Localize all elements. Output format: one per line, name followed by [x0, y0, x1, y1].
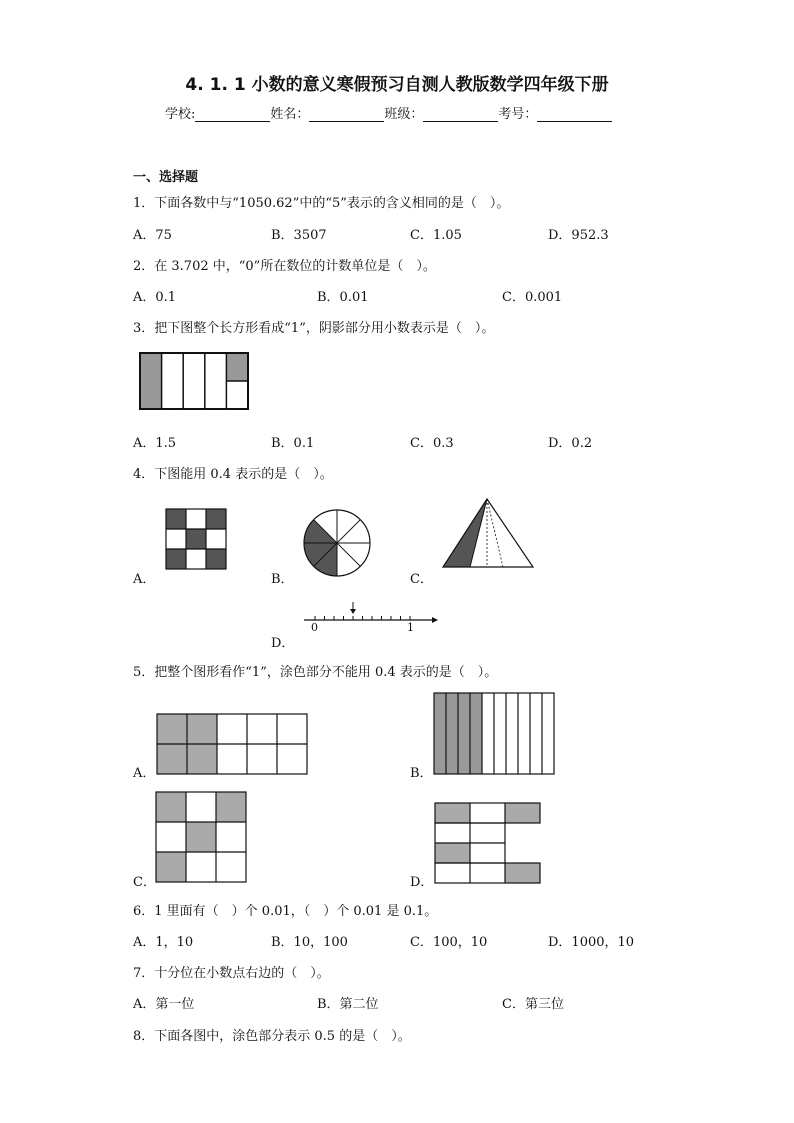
school-blank[interactable]	[195, 109, 270, 122]
q4-option-a[interactable]: A．	[133, 572, 156, 587]
exam-no-blank[interactable]	[537, 109, 612, 122]
q4-option-b[interactable]: B．	[271, 572, 294, 587]
q4-c-triangle-figure	[441, 497, 537, 571]
q4-a-grid-figure	[165, 508, 229, 570]
q6-option-c[interactable]: C．100，10	[410, 935, 488, 950]
question-3-text: 3．把下图整个长方形看成“1”，阴影部分用小数表示是（ ）。	[133, 321, 495, 336]
q2-option-a[interactable]: A．0.1	[133, 290, 177, 305]
name-label: 姓名：	[270, 107, 310, 122]
q3-option-b[interactable]: B．0.1	[271, 436, 315, 451]
class-label: 班级：	[384, 107, 424, 122]
number-line-one: 1	[407, 621, 414, 634]
q7-option-b[interactable]: B．第二位	[317, 997, 379, 1012]
student-info-line	[165, 103, 612, 122]
page-title: 4. 1. 1 小数的意义寒假预习自测人教版数学四年级下册	[185, 75, 609, 95]
q1-option-d[interactable]: D．952.3	[548, 228, 609, 243]
question-1-text: 1．下面各数中与“1050.62”中的“5”表示的含义相同的是（ ）。	[133, 196, 510, 211]
q1-option-a[interactable]: A．75	[133, 228, 172, 243]
q3-option-c[interactable]: C．0.3	[410, 436, 454, 451]
q4-b-circle-figure	[302, 510, 374, 578]
q5-option-b[interactable]: B．	[410, 766, 433, 781]
q7-option-a[interactable]: A．第一位	[133, 997, 195, 1012]
q2-option-c[interactable]: C．0.001	[502, 290, 563, 305]
q2-option-b[interactable]: B．0.01	[317, 290, 369, 305]
question-7-text: 7．十分位在小数点右边的（ ）。	[133, 966, 330, 981]
exam-no-label: 考号：	[498, 107, 538, 122]
class-blank[interactable]	[423, 109, 498, 122]
q6-option-b[interactable]: B．10，100	[271, 935, 348, 950]
section-heading: 一、选择题	[133, 170, 199, 185]
q3-option-d[interactable]: D．0.2	[548, 436, 593, 451]
q3-option-a[interactable]: A．1.5	[133, 436, 177, 451]
q5-option-d[interactable]: D．	[410, 875, 434, 890]
q3-shaded-half-cell	[226, 353, 248, 381]
question-6-text: 6．1 里面有（ ）个 0.01，（ ）个 0.01 是 0.1。	[133, 904, 438, 919]
number-line-zero: 0	[311, 621, 318, 634]
question-4-text: 4．下图能用 0.4 表示的是（ ）。	[133, 467, 333, 482]
question-5-text: 5．把整个图形看作“1”，涂色部分不能用 0.4 表示的是（ ）。	[133, 665, 498, 680]
q1-option-c[interactable]: C．1.05	[410, 228, 462, 243]
name-blank[interactable]	[309, 109, 384, 122]
q5-b-strips-figure	[433, 692, 557, 776]
q4-option-c[interactable]: C．	[410, 572, 433, 587]
q6-option-a[interactable]: A．1，10	[133, 935, 194, 950]
q3-shaded-column	[140, 353, 162, 409]
q5-a-grid-figure	[156, 713, 308, 775]
question-8-text: 8．下面各图中，涂色部分表示 0.5 的是（ ）。	[133, 1029, 411, 1044]
q1-option-b[interactable]: B．3507	[271, 228, 327, 243]
q5-option-a[interactable]: A．	[133, 766, 156, 781]
question-2-text: 2．在 3.702 中，“0”所在数位的计数单位是（ ）。	[133, 259, 436, 274]
q5-d-grid-figure	[434, 802, 544, 886]
q7-option-c[interactable]: C．第三位	[502, 997, 564, 1012]
q5-option-c[interactable]: C．	[133, 875, 156, 890]
q5-c-grid-figure	[155, 791, 247, 883]
q4-option-d[interactable]: D．	[271, 636, 295, 651]
q4-d-number-line	[300, 600, 440, 626]
q3-rectangle-figure	[139, 352, 251, 412]
school-label: 学校:	[165, 107, 196, 122]
q6-option-d[interactable]: D．1000，10	[548, 935, 635, 950]
